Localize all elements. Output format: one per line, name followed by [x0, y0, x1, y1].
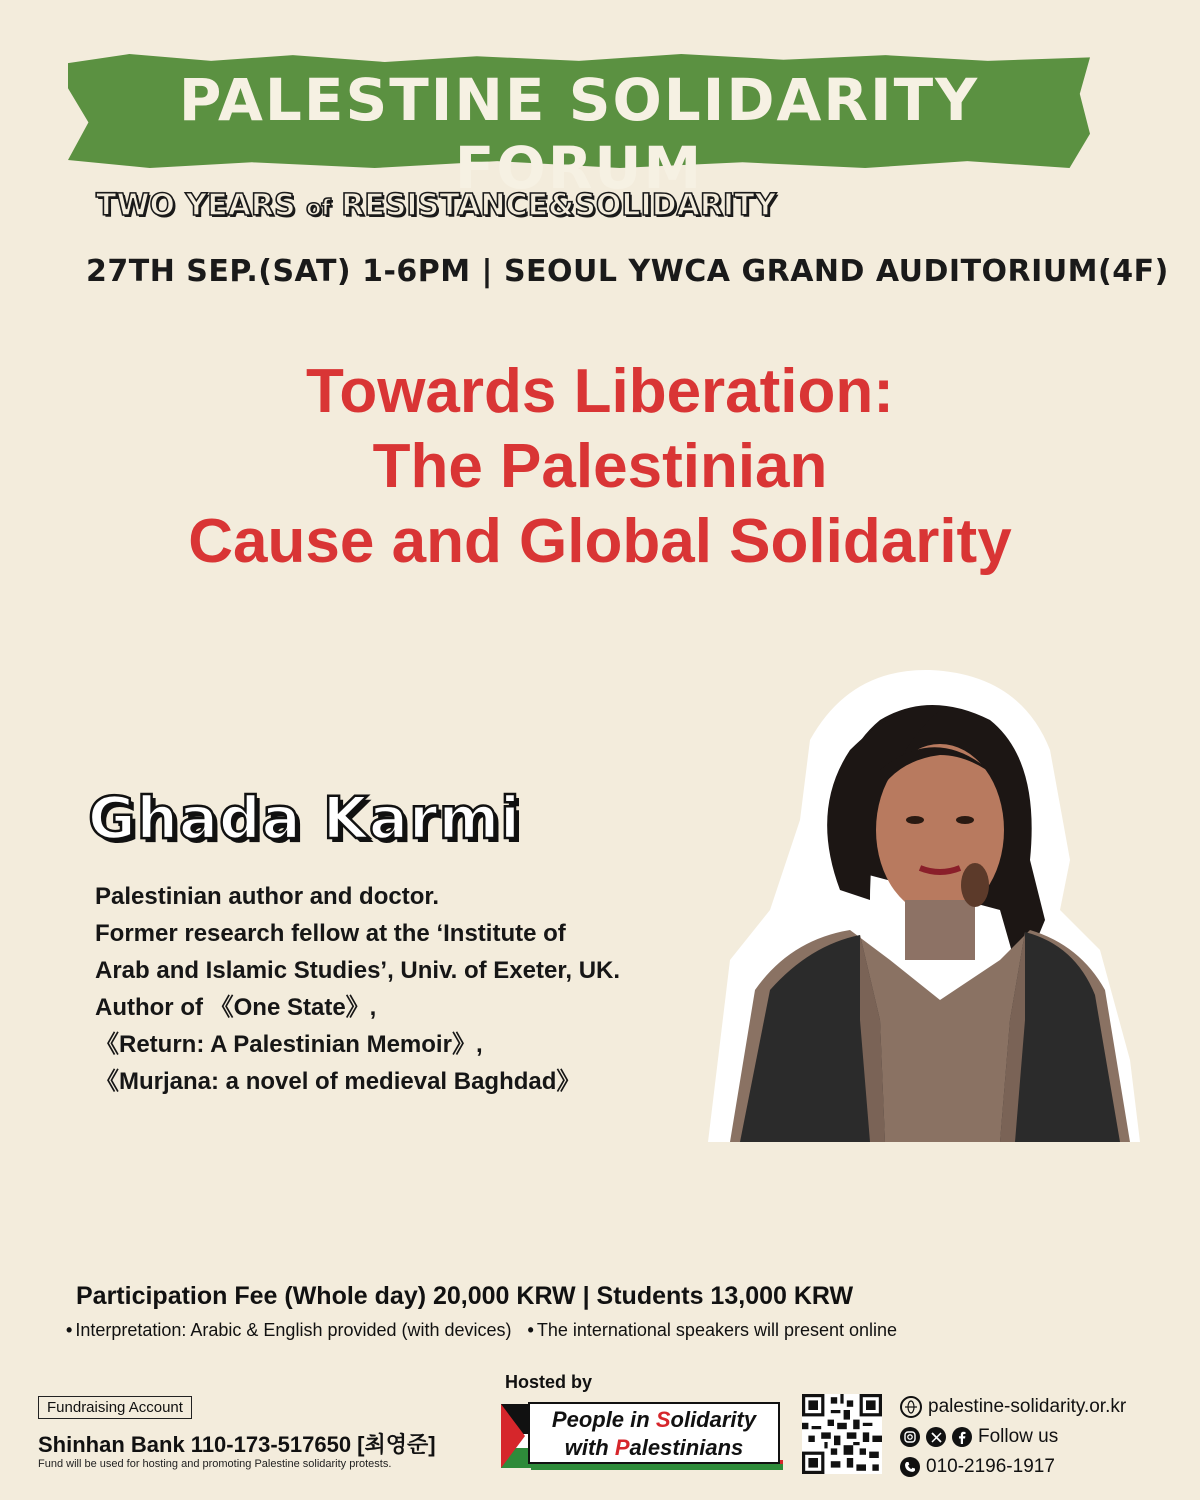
follow-us-label: Follow us [978, 1426, 1059, 1447]
speaker-portrait [700, 660, 1140, 1142]
note-online-text: The international speakers will present online [536, 1320, 898, 1340]
bio-line: Arab and Islamic Studies’, Univ. of Exeter, UK. [95, 957, 621, 984]
note-online [528, 1320, 898, 1341]
facebook-icon[interactable] [952, 1427, 972, 1447]
phone-number[interactable]: 010-2196-1917 [926, 1456, 1055, 1477]
event-date-location: 27TH SEP.(SAT) 1-6PM | SEOUL YWCA GRAND AUDITORIUM(4F) [86, 254, 1169, 289]
forum-title: PALESTINE SOLIDARITY FORUM [178, 66, 980, 202]
headline-line: The Palestinian [372, 432, 828, 501]
phone-icon [900, 1457, 920, 1477]
note-interpretation [66, 1320, 512, 1341]
host-text-accent: P [614, 1435, 630, 1460]
bio-line: Palestinian author and doctor. [95, 883, 440, 910]
session-headline [0, 354, 1200, 579]
social-row [900, 1422, 1126, 1452]
instagram-icon[interactable] [900, 1427, 920, 1447]
fundraising-label: Fundraising Account [38, 1396, 192, 1419]
event-notes [66, 1320, 1166, 1341]
phone-row[interactable] [900, 1452, 1126, 1482]
host-text: olidarity [670, 1407, 757, 1432]
host-text: alestinians [629, 1435, 744, 1460]
subtitle-part1: TWO YEARS [96, 188, 307, 223]
subtitle-part2: RESISTANCE&SOLIDARITY [330, 188, 777, 223]
host-text-accent: S [655, 1407, 671, 1432]
website-link[interactable]: palestine-solidarity.or.kr [928, 1396, 1127, 1417]
website-row[interactable] [900, 1392, 1126, 1422]
x-icon[interactable] [926, 1427, 946, 1447]
participation-fee: Participation Fee (Whole day) 20,000 KRW | Students 13,000 KRW [76, 1282, 854, 1310]
subtitle-of: of [306, 196, 331, 221]
host-line-1 [530, 1406, 778, 1434]
hosted-by-label: Hosted by [505, 1372, 593, 1392]
fund-note: Fund will be used for hosting and promoting Palestine solidarity protests. [38, 1458, 392, 1470]
bullet: • [527, 1320, 534, 1340]
qr-code[interactable] [802, 1394, 882, 1474]
host-text: People in [551, 1407, 656, 1432]
bullet: • [66, 1320, 73, 1340]
headline-line: Cause and Global Solidarity [188, 507, 1012, 576]
bank-account: Shinhan Bank 110-173-517650 [최영준] [38, 1432, 436, 1457]
headline-line: Towards Liberation: [306, 357, 894, 426]
host-line-2 [530, 1434, 778, 1462]
note-interpretation-text: Interpretation: Arabic & English provided (with devices) [75, 1320, 512, 1340]
bio-line: Author of 《One State》, [95, 994, 377, 1021]
bio-line: 《Return: A Palestinian Memoir》, [95, 1031, 483, 1058]
contact-info [900, 1392, 1126, 1482]
globe-icon [900, 1396, 922, 1418]
host-organization-logo[interactable] [528, 1402, 780, 1464]
bio-line: Former research fellow at the ‘Institute of [95, 920, 566, 947]
speaker-bio [95, 878, 735, 1100]
forum-subtitle [96, 188, 776, 223]
host-text: with [564, 1435, 615, 1460]
speaker-name: Ghada Karmi [88, 784, 521, 852]
bio-line: 《Murjana: a novel of medieval Baghdad》 [95, 1068, 581, 1095]
